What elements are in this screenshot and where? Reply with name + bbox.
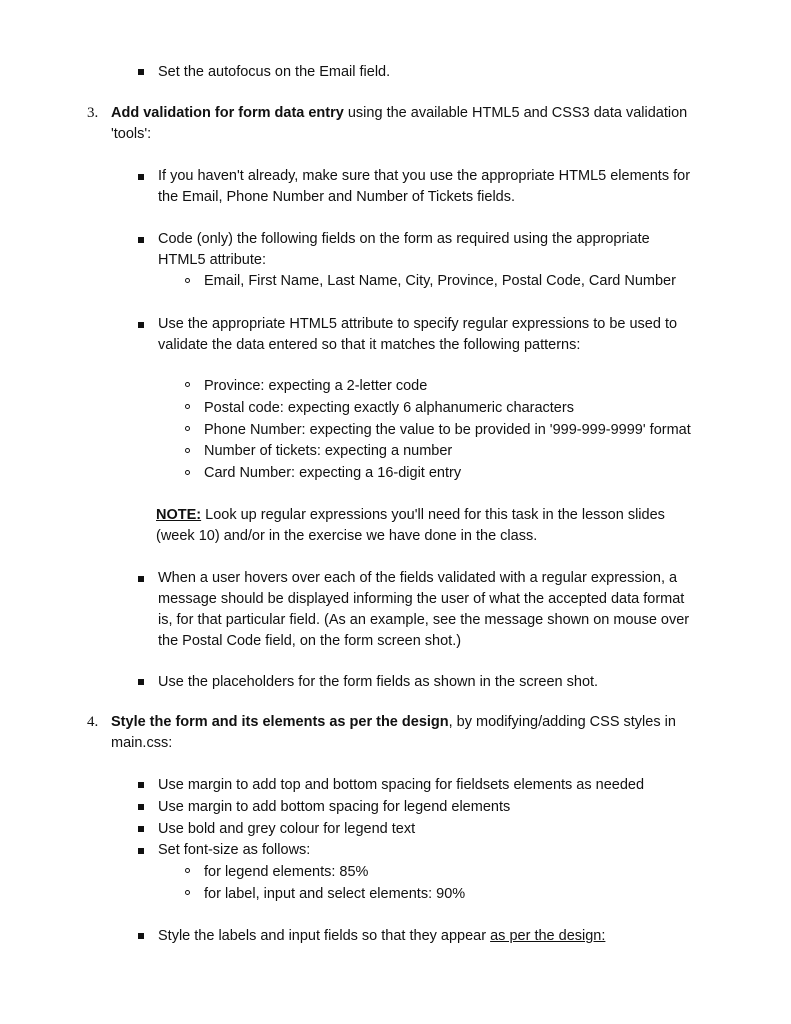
bullet-required-l2: HTML5 attribute: (158, 252, 266, 268)
pattern-item: Province: expecting a 2-letter code (204, 378, 428, 394)
item-autofocus: Set the autofocus on the Email field. (158, 64, 391, 80)
pattern-item: Number of tickets: expecting a number (204, 443, 453, 459)
bullet-circle (185, 448, 190, 453)
step3-heading-line2: 'tools': (111, 126, 152, 142)
bullet-placeholders: Use the placeholders for the form fields as shown in the screen shot. (158, 674, 599, 690)
bullet-hover-l3: is, for that particular field. (As an example, see the message shown on mouse over (158, 612, 690, 628)
as-per-design: as per the design: (490, 928, 606, 944)
font-size-item: for label, input and select elements: 90% (204, 886, 466, 902)
bullet-square (138, 322, 144, 328)
bullet-circle (185, 278, 190, 283)
step3-heading-rest: using the available HTML5 and CSS3 data validation (343, 105, 688, 121)
bullet-required-l1: Code (only) the following fields on the form as required using the appropriate (158, 231, 650, 247)
bullet-square (138, 848, 144, 854)
step3-heading-bold: Add validation for form data entry (111, 105, 344, 121)
bullet-square (138, 826, 144, 832)
required-fields-list: Email, First Name, Last Name, City, Province, Postal Code, Card Number (204, 273, 676, 289)
step4-bullet: Use margin to add bottom spacing for legend elements (158, 799, 511, 815)
step3-number: 3. (87, 105, 99, 121)
step4-heading-bold: Style the form and its elements as per the design (111, 714, 449, 730)
note-line1 (156, 505, 665, 525)
bullet-circle (185, 890, 190, 895)
bullet-circle (185, 426, 190, 431)
bullet-circle (185, 382, 190, 387)
bullet-square (138, 69, 144, 75)
note-label: NOTE: (156, 507, 202, 523)
step4-heading-rest: , by modifying/adding CSS styles in (448, 714, 676, 730)
note-text: Look up regular expressions you'll need for this task in the lesson slides (201, 507, 665, 523)
bullet-square (138, 679, 144, 685)
step3-heading (111, 103, 687, 123)
font-size-item: for legend elements: 85% (204, 864, 369, 880)
note-line2: (week 10) and/or in the exercise we have done in the class. (156, 528, 538, 544)
bullet-circle (185, 404, 190, 409)
step4-bullet: Set font-size as follows: (158, 842, 311, 858)
step4-bullet: Use bold and grey colour for legend text (158, 821, 416, 837)
bullet-square (138, 933, 144, 939)
bullet-regex-l2: validate the data entered so that it matches the following patterns: (158, 337, 581, 353)
step4-heading (111, 712, 676, 732)
bullet-square (138, 576, 144, 582)
bullet-square (138, 174, 144, 180)
pattern-item: Postal code: expecting exactly 6 alphanumeric characters (204, 400, 574, 416)
bullet-hover-l1: When a user hovers over each of the fields validated with a regular expression, a (158, 570, 678, 586)
last-bullet (158, 926, 605, 946)
bullet-hover-l4: the Postal Code field, on the form screen shot.) (158, 633, 462, 649)
bullet-square (138, 237, 144, 243)
bullet-square (138, 804, 144, 810)
bullet-elements-l1: If you haven't already, make sure that you use the appropriate HTML5 elements for (158, 168, 691, 184)
bullet-regex-l1: Use the appropriate HTML5 attribute to specify regular expressions to be used to (158, 316, 678, 332)
last-bullet-text: Style the labels and input fields so that they appear (158, 928, 491, 944)
step4-bullet: Use margin to add top and bottom spacing for fieldsets elements as needed (158, 777, 645, 793)
bullet-circle (185, 470, 190, 475)
bullet-elements-l2: the Email, Phone Number and Number of Tickets fields. (158, 189, 516, 205)
step4-heading-line2: main.css: (111, 735, 173, 751)
step4-number: 4. (87, 714, 99, 730)
bullet-circle (185, 868, 190, 873)
pattern-item: Phone Number: expecting the value to be provided in '999-999-9999' format (204, 422, 691, 438)
pattern-item: Card Number: expecting a 16-digit entry (204, 465, 462, 481)
bullet-square (138, 782, 144, 788)
bullet-hover-l2: message should be displayed informing the user of what the accepted data format (158, 591, 685, 607)
